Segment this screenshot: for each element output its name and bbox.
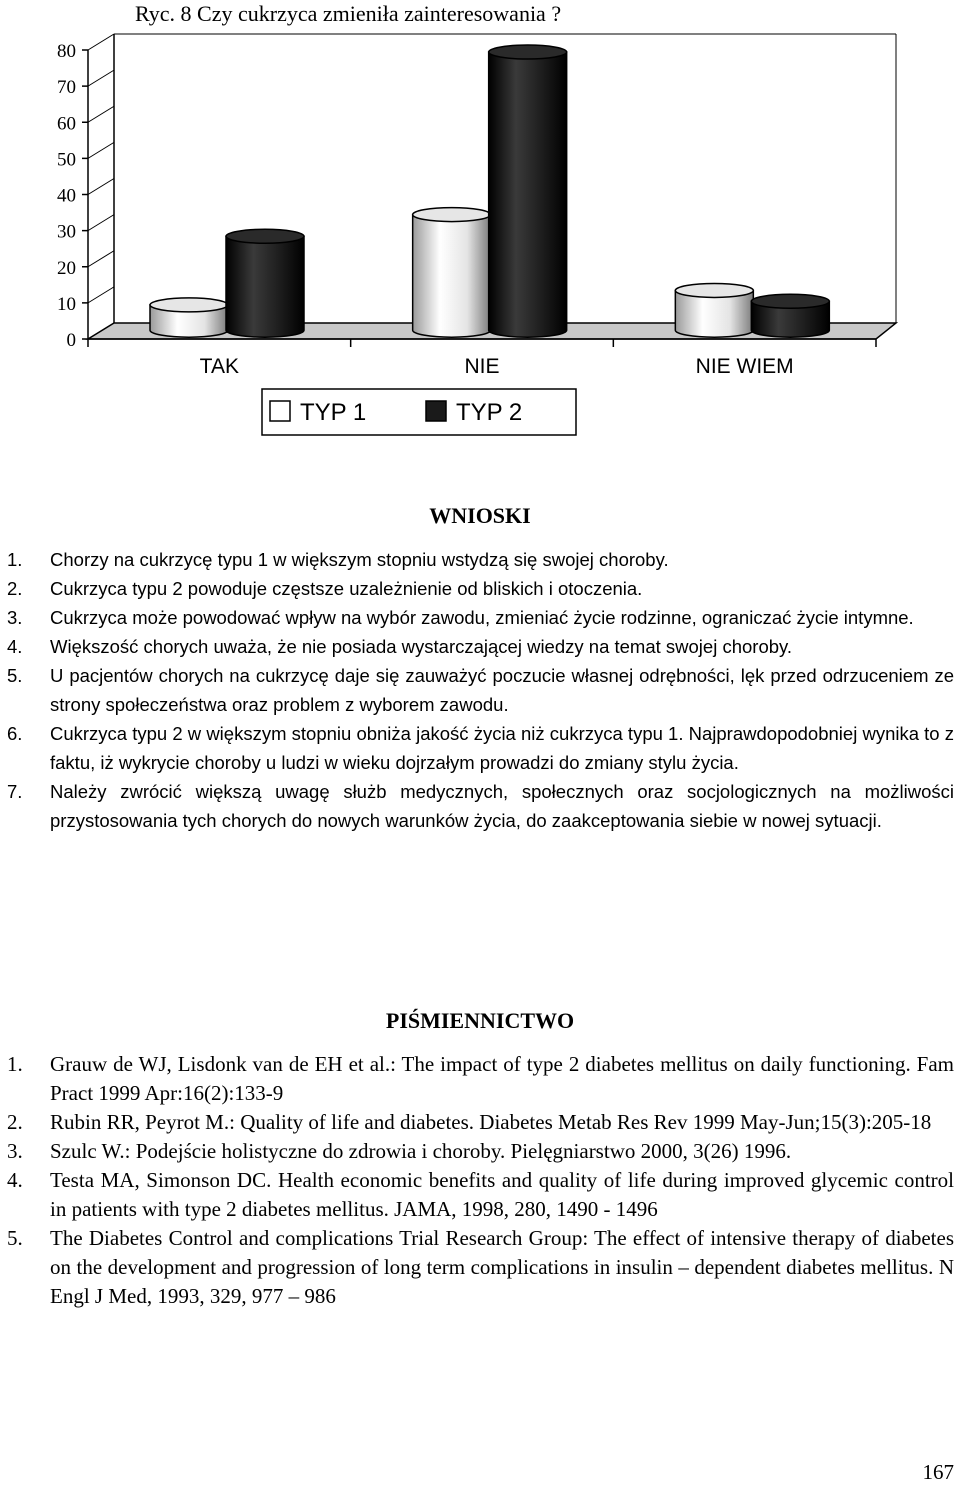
references-item — [0, 1224, 960, 1311]
typ2-bar-nie-wiem-top — [751, 294, 829, 308]
conclusions-item — [0, 574, 960, 603]
references-item-text: The Diabetes Control and complications Trial Research Group: The effect of intensive therapy of diabetes on the development and progression of long term complications in insulin – dependent diabetes mellitus. N Engl J Med, 1993, 329, 977 – 986 — [50, 1226, 954, 1308]
conclusions-list — [0, 545, 960, 835]
conclusions-item-number: 6. — [7, 723, 23, 744]
y-tick-label: 50 — [57, 149, 76, 171]
typ2-bar-nie-top — [489, 45, 567, 59]
references-item-number: 4. — [7, 1168, 23, 1192]
legend-label-typ1: TYP 1 — [300, 399, 367, 426]
references-item-number: 3. — [7, 1139, 23, 1163]
references-item-number: 1. — [7, 1052, 23, 1076]
references-item — [0, 1166, 960, 1224]
y-tick-label: 0 — [66, 330, 76, 351]
conclusions-heading: WNIOSKI — [429, 503, 531, 528]
conclusions-item-number: 4. — [7, 636, 23, 657]
conclusions-item-text: Cukrzyca może powodować wpływ na wybór zawodu, zmieniać życie rodzinne, ograniczać życie intymne. — [50, 607, 914, 628]
conclusions-item — [0, 719, 960, 777]
typ1-bar-tak-top — [150, 298, 228, 312]
conclusions-item — [0, 545, 960, 574]
references-item-text: Grauw de WJ, Lisdonk van de EH et al.: The impact of type 2 diabetes mellitus on daily functioning. Fam Pract 1999 Apr:16(2):133-9 — [50, 1052, 954, 1105]
typ2-bar-tak-top — [226, 229, 304, 243]
conclusions-item-text: Większość chorych uważa, że nie posiada wystarczającej wiedzy na temat swojej choroby. — [50, 636, 793, 657]
references-item — [0, 1108, 960, 1137]
conclusions-item-number: 2. — [7, 578, 23, 599]
conclusions-item-text: Należy zwrócić większą uwagę służb medycznych, społecznych oraz socjologicznych na możliwości przystosowania tych chorych do nowych warunków życia, do zaakceptowania siebie w nowej sytuacji. — [50, 781, 954, 831]
typ1-bar-nie-wiem-top — [675, 283, 753, 297]
conclusions-item-text: U pacjentów chorych na cukrzycę daje się zauważyć poczucie własnej odrębności, lęk przed odrzuceniem ze strony społeczeństwa oraz problem z wyborem zawodu. — [50, 665, 954, 715]
conclusions-item — [0, 777, 960, 835]
references-item — [0, 1050, 960, 1108]
conclusions-item-number: 3. — [7, 607, 23, 628]
references-list — [0, 1050, 960, 1311]
conclusions-item-text: Cukrzyca typu 2 w większym stopniu obniża jakość życia niż cukrzyca typu 1. Najprawdopodobniej wynika to z faktu, iż wykrycie choroby u ludzi w wieku dojrzałym prowadzi do zmiany stylu życia. — [50, 723, 954, 773]
x-tick-label: TAK — [199, 355, 239, 378]
y-tick-label: 30 — [57, 221, 76, 243]
references-item-text: Rubin RR, Peyrot M.: Quality of life and diabetes. Diabetes Metab Res Rev 1999 May-Jun;15(3):205-18 — [50, 1110, 932, 1134]
references-item-text: Testa MA, Simonson DC. Health economic benefits and quality of life during improved glycemic control in patients with type 2 diabetes mellitus. JAMA, 1998, 280, 1490 - 1496 — [50, 1168, 954, 1221]
x-tick-label: NIE — [464, 355, 500, 378]
y-tick-depth — [88, 215, 114, 231]
page-number: 167 — [922, 1460, 954, 1484]
y-tick-depth — [88, 179, 114, 195]
y-tick-label: 40 — [57, 185, 76, 207]
y-tick-depth — [88, 106, 114, 122]
y-tick-label: 60 — [57, 113, 76, 135]
y-tick-label: 20 — [57, 257, 76, 279]
x-tick-label: NIE WIEM — [695, 355, 794, 378]
conclusions-item-text: Cukrzyca typu 2 powoduje częstsze uzależnienie od bliskich i otoczenia. — [50, 578, 643, 599]
y-tick-label: 70 — [57, 77, 76, 99]
y-tick-label: 10 — [57, 293, 76, 315]
references-item-text: Szulc W.: Podejście holistyczne do zdrowia i choroby. Pielęgniarstwo 2000, 3(26) 1996. — [50, 1139, 792, 1163]
typ1-bar-nie-top — [413, 208, 491, 222]
y-tick-depth — [88, 142, 114, 158]
conclusions-item-text: Chorzy na cukrzycę typu 1 w większym stopniu wstydzą się swojej choroby. — [50, 549, 669, 570]
y-tick-label: 80 — [57, 41, 76, 62]
legend-swatch-typ1 — [270, 401, 290, 421]
chart-title: Ryc. 8 Czy cukrzyca zmieniła zainteresowania ? — [135, 1, 562, 26]
conclusions-item-number: 5. — [7, 665, 23, 686]
legend-swatch-typ2 — [426, 401, 446, 421]
legend-label-typ2: TYP 2 — [456, 399, 523, 426]
y-tick-depth — [88, 34, 114, 50]
conclusions-item-number: 7. — [7, 781, 23, 802]
references-heading: PIŚMIENNICTWO — [385, 1008, 575, 1033]
typ2-bar-tak — [226, 236, 304, 337]
conclusions-item-number: 1. — [7, 549, 23, 570]
typ1-bar-nie — [413, 215, 491, 338]
y-tick-depth — [88, 287, 114, 303]
bar-chart — [0, 0, 960, 450]
references-item-number: 2. — [7, 1110, 23, 1134]
references-item — [0, 1137, 960, 1166]
y-tick-depth — [88, 70, 114, 86]
conclusions-item — [0, 603, 960, 632]
references-item-number: 5. — [7, 1226, 23, 1250]
conclusions-item — [0, 632, 960, 661]
y-tick-depth — [88, 251, 114, 267]
typ2-bar-nie — [489, 52, 567, 337]
conclusions-item — [0, 661, 960, 719]
